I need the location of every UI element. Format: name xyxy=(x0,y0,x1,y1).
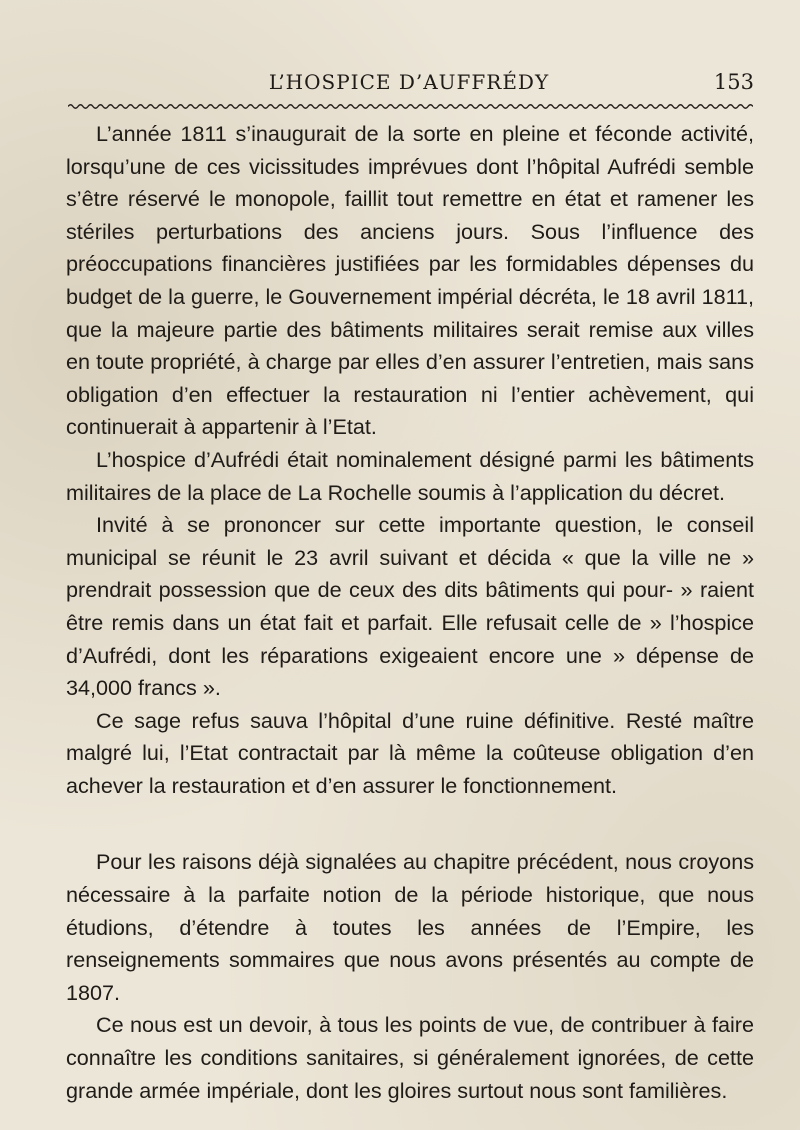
paragraph: Pour les raisons déjà signalées au chapitre précédent, nous croyons nécessaire à la parfaite notion de la période historique, que nous étudions, d’étendre à toutes les années de l’Empire, les renseignements sommaires que nous avons présentés au compte de 1807. xyxy=(66,849,754,1005)
header-wavy-rule xyxy=(68,103,753,110)
section-break xyxy=(66,802,754,846)
paragraph: L’hospice d’Aufrédi était nominalement désigné parmi les bâtiments militaires de la place de La Rochelle soumis à l’application du décret. xyxy=(66,446,754,505)
page-number: 153 xyxy=(713,70,754,94)
paragraph: Ce nous est un devoir, à tous les points de vue, de contribuer à faire connaître les conditions sanitaires, si généralement ignorées, de cette grande armée impériale, dont les gloires surtout nous sont familières. xyxy=(66,1012,754,1103)
paragraph: L’année 1811 s’inaugurait de la sorte en pleine et féconde activité, lorsqu’une de ces vicissitudes imprévues dont l’hôpital Aufrédi semble s’être réservé le monopole, faillit tout remettre en état et ramener les stériles perturbations des anciens jours. Sous l’influence des préoccupations financières justifiées par les formidables dépenses du budget de la guerre, le Gouvernement impérial décréta, le 18 avril 1811, que la majeure partie des bâtiments militaires serait remise aux villes en toute propriété, à charge par elles d’en assurer l’entretien, mais sans obligation d’en effectuer la restauration ni l’entier achèvement, qui continuerait à appartenir à l’Etat. xyxy=(66,121,754,440)
running-header xyxy=(64,68,754,102)
running-title: L’HOSPICE D’AUFFRÉDY xyxy=(268,70,550,94)
paragraph: Invité à se prononcer sur cette importante question, le conseil municipal se réunit le 23 avril suivant et décida « que la ville ne » prendrait possession que de ceux des dits bâtiments qui pour- » raient être remis dans un état fait et parfait. Elle refusait celle de » l’hospice d’Aufrédi, dont les réparations exigeaient encore une » dépense de 34,000 francs ». xyxy=(66,512,754,701)
body-text xyxy=(66,118,754,1107)
paragraph: Ce sage refus sauva l’hôpital d’une ruine définitive. Resté maître malgré lui, l’Etat contractait par là même la coûteuse obligation d’en achever la restauration et d’en assurer le fonctionnement. xyxy=(66,707,754,798)
